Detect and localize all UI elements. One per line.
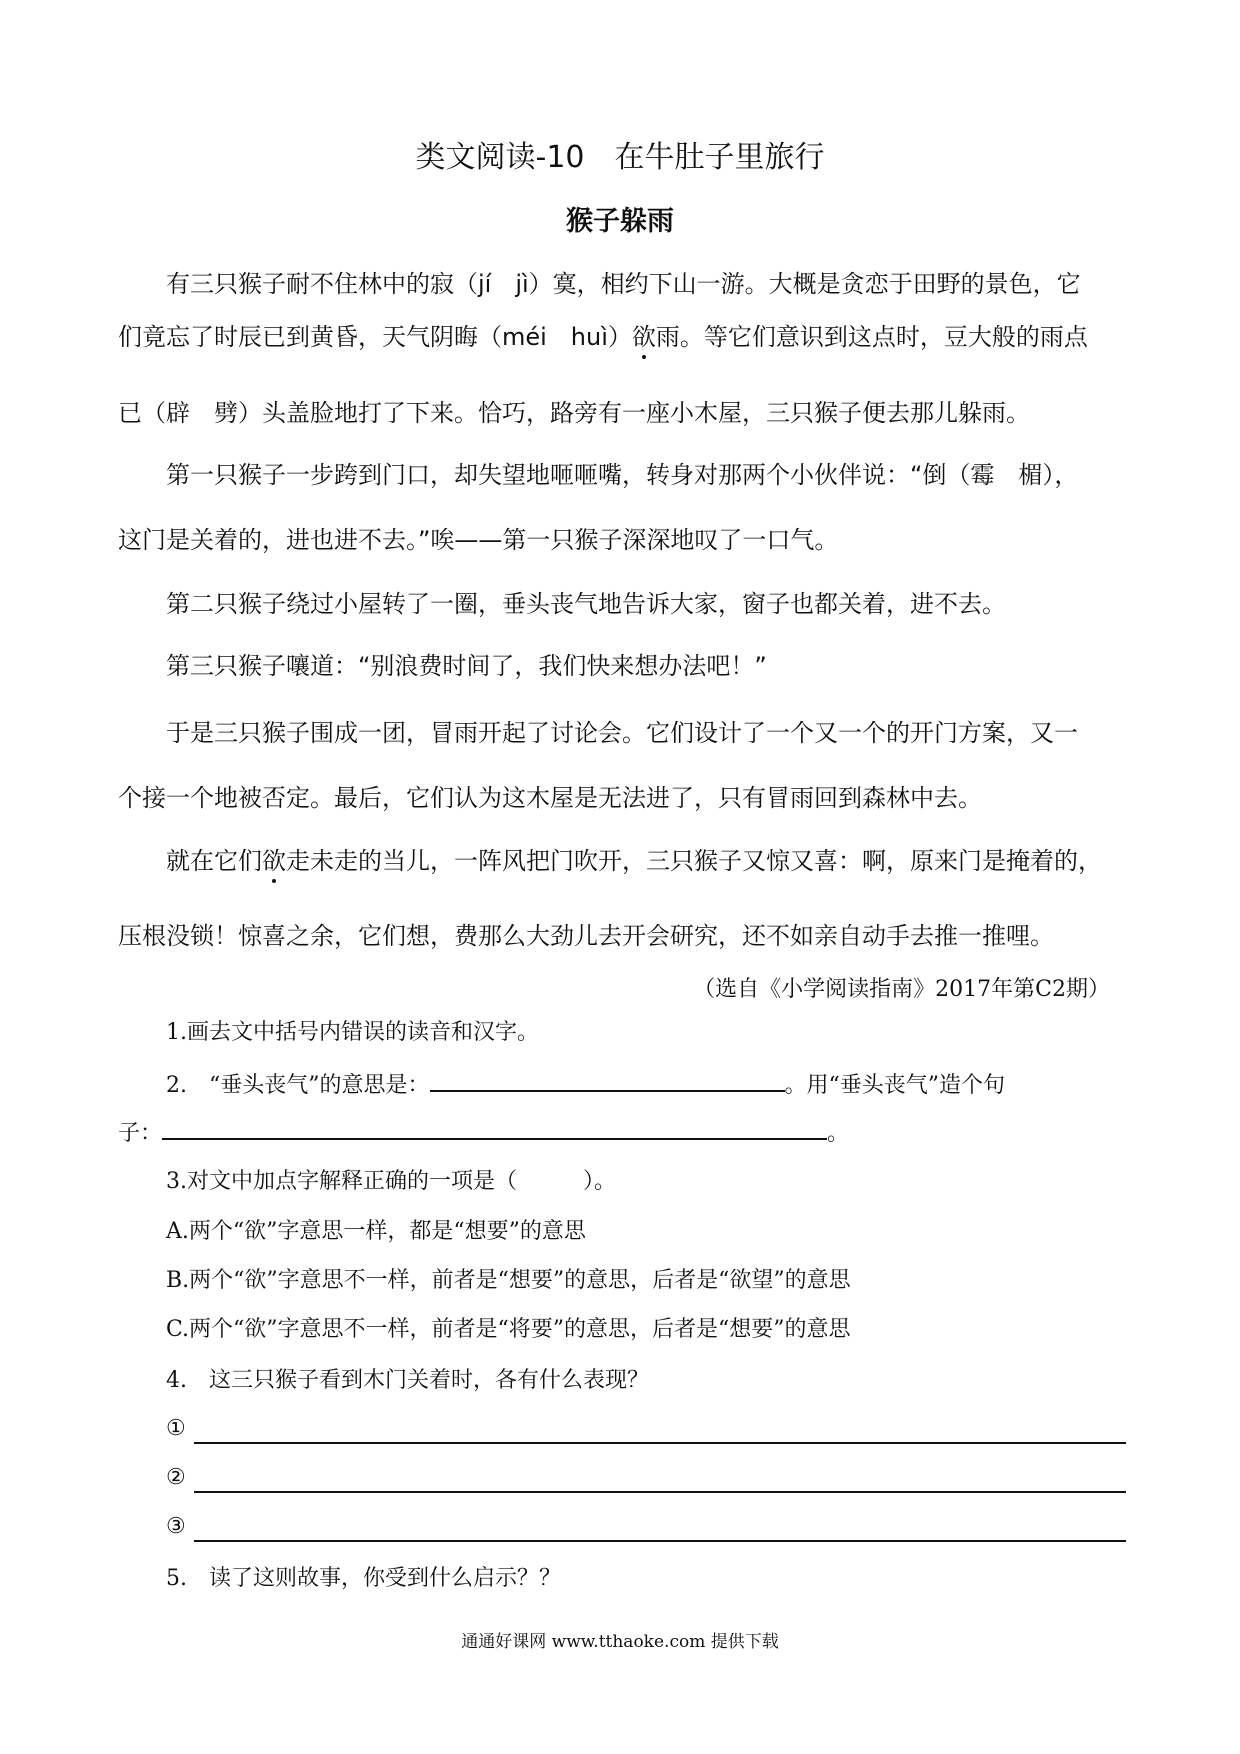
paragraph-6-line-1 bbox=[166, 845, 1102, 877]
circled-number-3: ③ bbox=[166, 1514, 186, 1539]
question-4: 4. 这三只猴子看到木门关着时，各有什么表现？ bbox=[166, 1368, 649, 1393]
answer-rule bbox=[194, 1540, 1126, 1542]
paragraph-1-line-2 bbox=[118, 321, 1088, 353]
sentence-answer-blank[interactable] bbox=[162, 1116, 827, 1140]
story-title: 猴子躲雨 bbox=[566, 206, 674, 237]
paragraph-3-line-1: 第二只猴子绕过小屋转了一圈，垂头丧气地告诉大家，窗子也都关着，进不去。 bbox=[166, 590, 1006, 618]
meaning-answer-blank[interactable] bbox=[430, 1068, 785, 1092]
paragraph-5-line-2: 个接一个地被否定。最后，它们认为这木屋是无法进了，只有冒雨回到森林中去。 bbox=[118, 784, 982, 812]
dotted-character: 欲 bbox=[262, 847, 286, 875]
question-3-option-a[interactable]: A.两个“欲”字意思一样，都是“想要”的意思 bbox=[166, 1219, 586, 1244]
question-1: 1.画去文中括号内错误的读音和汉字。 bbox=[166, 1020, 539, 1045]
circled-number-1: ① bbox=[166, 1416, 186, 1441]
question-3-option-b[interactable]: B.两个“欲”字意思不一样，前者是“想要”的意思，后者是“欲望”的意思 bbox=[166, 1268, 851, 1293]
paragraph-2-line-1: 第一只猴子一步跨到门口，却失望地咂咂嘴，转身对那两个小伙伴说：“倒（霉 楣）， bbox=[166, 461, 1079, 489]
question-5: 5. 读了这则故事，你受到什么启示？？ bbox=[166, 1566, 561, 1591]
answer-rule bbox=[194, 1491, 1126, 1493]
paragraph-2-line-2: 这门是关着的，进也进不去。”唉——第一只猴子深深地叹了一口气。 bbox=[118, 526, 839, 554]
text-segment: 雨。等它们意识到这点时，豆大般的雨点 bbox=[655, 323, 1088, 351]
question-3-option-c[interactable]: C.两个“欲”字意思不一样，前者是“将要”的意思，后者是“想要”的意思 bbox=[166, 1317, 851, 1342]
paragraph-6-line-2: 压根没锁！惊喜之余，它们想，费那么大劲儿去开会研究，还不如亲自动手去推一推哩。 bbox=[118, 922, 1054, 950]
sentence-end-mark: 。 bbox=[827, 1121, 850, 1146]
answer-line-3[interactable] bbox=[166, 1514, 1126, 1544]
question-2-line-2 bbox=[118, 1116, 849, 1149]
circled-number-2: ② bbox=[166, 1465, 186, 1490]
dotted-character: 欲 bbox=[631, 323, 656, 351]
question-2-sentence-prompt: 。用“垂头丧气”造个句 bbox=[784, 1073, 1005, 1098]
question-2-prompt: 2. “垂头丧气”的意思是： bbox=[166, 1073, 430, 1098]
question-3: 3.对文中加点字解释正确的一项是（ ）。 bbox=[166, 1169, 616, 1194]
sentence-prompt-label: 子： bbox=[118, 1121, 163, 1146]
source-citation: （选自《小学阅读指南》2017年第C2期） bbox=[693, 977, 1110, 1002]
paragraph-5-line-1: 于是三只猴子围成一团，冒雨开起了讨论会。它们设计了一个又一个的开门方案，又一 bbox=[166, 719, 1078, 747]
text-segment: 走未走的当儿，一阵风把门吹开，三只猴子又惊又喜：啊，原来门是掩着的， bbox=[286, 847, 1102, 875]
paragraph-1-line-3: 已（辟 劈）头盖脸地打了下来。恰巧，路旁有一座小木屋，三只猴子便去那儿躲雨。 bbox=[118, 399, 1030, 427]
text-segment: 们竟忘了时辰已到黄昏，天气阴晦（méi huì） bbox=[118, 323, 632, 351]
text-segment: 就在它们 bbox=[166, 847, 262, 875]
answer-line-2[interactable] bbox=[166, 1465, 1126, 1495]
answer-line-1[interactable] bbox=[166, 1416, 1126, 1446]
question-2-line-1 bbox=[166, 1068, 1005, 1101]
paragraph-4-line-1: 第三只猴子嚷道：“别浪费时间了，我们快来想办法吧！” bbox=[166, 652, 767, 680]
paragraph-1-line-1: 有三只猴子耐不住林中的寂（jí jì）寞，相约下山一游。大概是贪恋于田野的景色，它 bbox=[166, 270, 1081, 298]
page-title: 类文阅读-10 在牛肚子里旅行 bbox=[415, 140, 825, 175]
download-footer: 通通好课网 www.tthaoke.com 提供下载 bbox=[461, 1632, 779, 1652]
answer-rule bbox=[194, 1442, 1126, 1444]
